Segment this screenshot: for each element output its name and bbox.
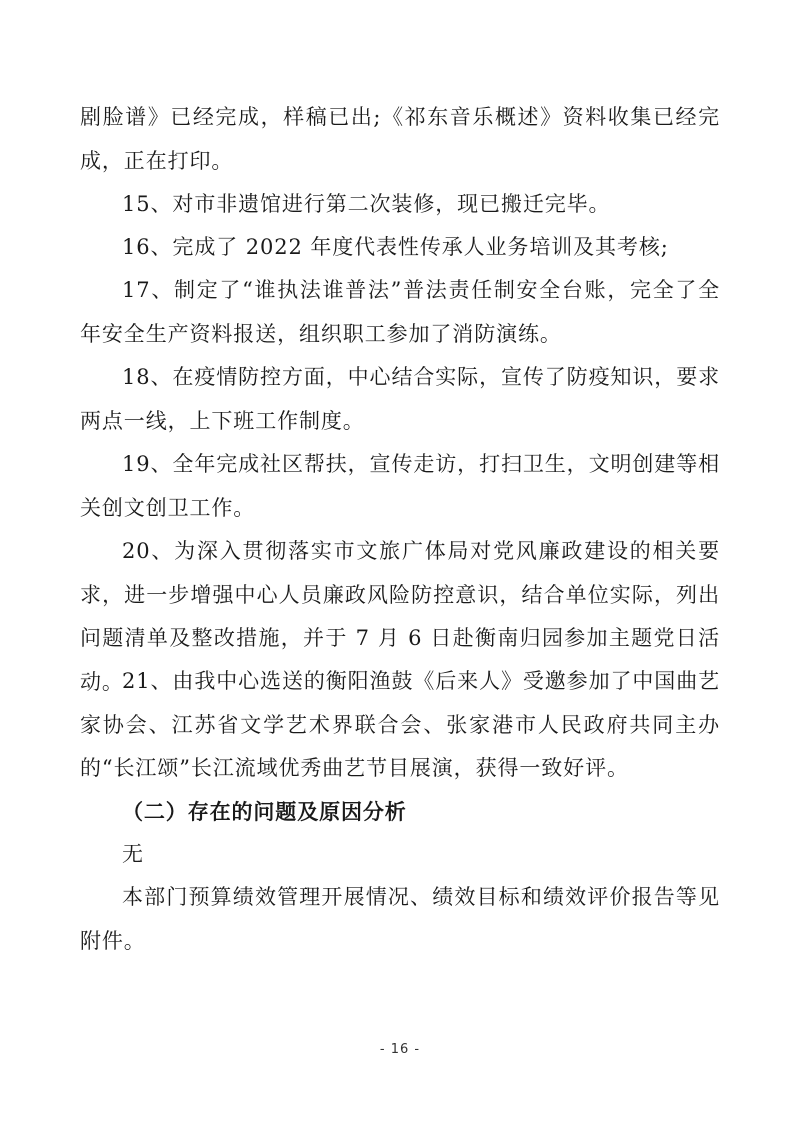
paragraph-item-15: 15、对市非遗馆进行第二次装修，现已搬迁完毕。 <box>122 192 611 216</box>
paragraph-continuation: 剧脸谱》已经完成，样稿已出;《祁东音乐概述》资料收集已经完成，正在打印。 <box>80 105 720 173</box>
section-heading: （二）存在的问题及原因分析 <box>122 799 407 824</box>
paragraph-item-16: 16、完成了 2022 年度代表性传承人业务培训及其考核; <box>122 235 669 259</box>
paragraph-item-20: 20、为深入贯彻落实市文旅广体局对党风廉政建设的相关要求，进一步增强中心人员廉政风险防控意识，结合单位实际，列出问题清单及整改措施，并于 7 月 6 日赴衡南归园参加主题党日活动。 <box>80 539 720 694</box>
closing-paragraph: 本部门预算绩效管理开展情况、绩效目标和绩效评价报告等见附件。 <box>80 885 720 953</box>
paragraph-item-19: 19、全年完成社区帮扶，宣传走访，打扫卫生，文明创建等相关创文创卫工作。 <box>80 452 720 520</box>
paragraph-item-21: 21、由我中心选送的衡阳渔鼓《后来人》受邀参加了中国曲艺家协会、江苏省文学艺术界联合会、张家港市人民政府共同主办的“长江颂”长江流域优秀曲艺节目展演，获得一致好评。 <box>80 669 720 780</box>
paragraph-item-18: 18、在疫情防控方面，中心结合实际，宣传了防疫知识，要求两点一线，上下班工作制度。 <box>80 365 720 433</box>
page-number: - 16 - <box>379 1042 421 1057</box>
paragraph-item-17: 17、制定了“谁执法谁普法”普法责任制安全台账，完全了全年安全生产资料报送，组织职工参加了消防演练。 <box>80 278 720 346</box>
section-body-text: 无 <box>122 842 144 866</box>
